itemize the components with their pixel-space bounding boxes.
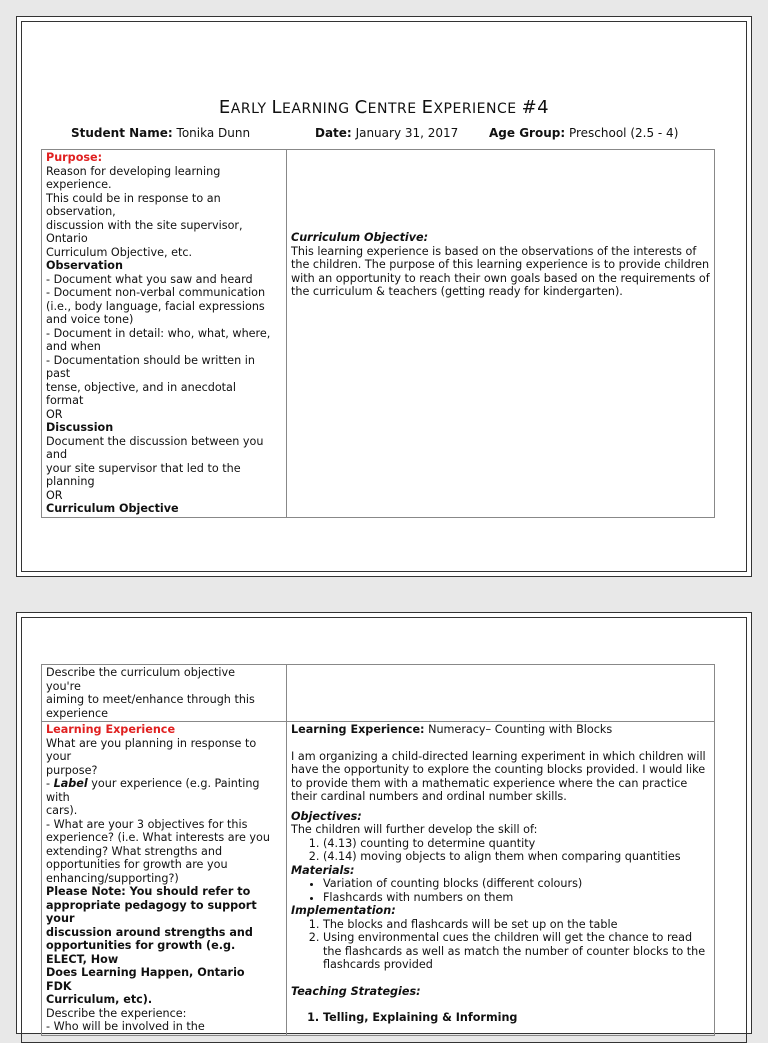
note-line: your: [46, 912, 75, 925]
instruction-line: Describe the experience:: [46, 1006, 187, 1020]
materials-list: [291, 877, 710, 904]
instruction-line: - Document what you saw and heard: [46, 272, 253, 286]
implementation-item: 2. Using environmental cues the children will get the chance to read the flashcards as well as match the number of counter blocks to the flashcards provided: [323, 931, 710, 972]
instruction-line: Curriculum Objective, etc.: [46, 245, 193, 259]
curriculum-objective-text: This learning experience is based on the observations of the interests of the children. The purpose of this learning experience is to provide children with an opportunity to reach their own goals based on the requirements of the curriculum & teachers (getting ready for kindergarten).: [291, 244, 710, 298]
instruction-line: experience? (i.e. What interests are you: [46, 831, 270, 844]
implementation-item: 1. The blocks and flashcards will be set up on the table: [323, 918, 710, 932]
objectives-list: [291, 837, 710, 864]
instruction-line: This could be in response to an: [46, 191, 221, 205]
curriculum-objective-prompt-cell: [42, 665, 287, 722]
instruction-line: and when: [46, 340, 101, 353]
instruction-line: Ontario: [46, 232, 88, 245]
purpose-instructions-cell: Purpose: Reason for developing learning experience. This could be in response to an observation, discussion with the site supervisor, Ontario Curriculum Objective, etc. Observation - Document what you saw and heard - Document non-verbal communication (i.e., body language, facial expressions and voice tone) - Document in detail: who, what, where, and when - Documentation should be written in past tense, objective, and in anecdotal format OR Discussion Document the discussion between you and your site supervisor that led to the planning OR Curriculum Objective: [42, 150, 287, 518]
objective-item: 1. (4.13) counting to determine quantity: [323, 837, 710, 851]
instruction-line: discussion with the site supervisor,: [46, 218, 243, 232]
instruction-line: past: [46, 367, 71, 380]
instruction-line: extending? What strengths and: [46, 844, 223, 858]
instruction-line: format: [46, 394, 84, 407]
note-line: Curriculum, etc).: [46, 993, 153, 1006]
instruction-line: - Documentation should be written in: [46, 353, 255, 367]
note-line: FDK: [46, 979, 72, 993]
note-line: Please Note: You should refer to: [46, 885, 251, 898]
instruction-line: enhancing/supporting?): [46, 871, 179, 885]
instruction-line: your: [46, 750, 72, 763]
instruction-line: Describe the curriculum objective: [46, 666, 235, 679]
instruction-line: tense, objective, and in anecdotal: [46, 380, 237, 394]
instruction-line: Reason for developing learning: [46, 164, 221, 178]
teaching-strategies-list: [291, 1011, 710, 1025]
instruction-line: your site supervisor that led to the: [46, 461, 241, 475]
instruction-line: - Who will be involved in the: [46, 1020, 205, 1033]
date-field: Date: January 31, 2017: [315, 126, 459, 140]
instruction-line: OR: [46, 407, 63, 421]
note-line: ELECT, How: [46, 952, 119, 966]
note-line: discussion around strengths and: [46, 925, 253, 939]
instruction-line: and voice tone): [46, 313, 134, 326]
instruction-line: - Document non-verbal communication: [46, 286, 266, 299]
instruction-line: purpose?: [46, 763, 98, 777]
objective-item: 2. (4.14) moving objects to align them when comparing quantities: [323, 850, 710, 864]
instruction-line: cars).: [46, 804, 78, 817]
material-item: • Variation of counting blocks (different colours): [323, 877, 710, 891]
intro-paragraph: I am organizing a child-directed learning experiment in which children will have the opportunity to explore the counting blocks provided. I would like to provide them with a mathematic experience where the can practice their cardinal numbers and ordinal number skills.: [291, 749, 706, 803]
instruction-line: you're: [46, 679, 81, 693]
curriculum-objective-answer-cell: [287, 665, 715, 722]
teaching-strategy-item: 1. Telling, Explaining & Informing: [323, 1011, 710, 1025]
instruction-line: Document the discussion between you: [46, 434, 264, 448]
instruction-line: aiming to meet/enhance through this: [46, 693, 255, 706]
learning-experience-instructions-cell: Learning Experience What are you planning in response to your purpose? - Label your experience (e.g. Painting with cars). - What are your 3 objectives for this experience? (i.e. What interests are you extending? What strengths and opportunities for growth are you enhancing/supporting?) Please Note: You should refer to appropriate pedagogy to support your discussion around strengths and opportunities for growth (e.g. ELECT, How Does Learning Happen, Ontario FDK Curriculum, etc). Describe the experience: - Who will be involved in the: [42, 722, 287, 1036]
document-title: EARLY LEARNING CENTRE EXPERIENCE #4: [218, 97, 550, 118]
note-line: opportunities for growth (e.g.: [46, 939, 236, 952]
material-item: • Flashcards with numbers on them: [323, 891, 710, 905]
instruction-line: - Document in detail: who, what, where,: [46, 326, 271, 340]
age-group: Age Group: Preschool (2.5 - 4): [489, 126, 679, 140]
instruction-line: What are you planning in response to: [46, 736, 257, 750]
purpose-response-cell: Curriculum Objective: This learning experience is based on the observations of the interests of the children. The purpose of this learning experience is to provide children with an opportunity to reach their own goals based on the requirements of the curriculum & teachers (getting ready for kindergarten).: [287, 150, 715, 518]
instruction-line: (i.e., body language, facial expressions: [46, 299, 265, 313]
instruction-line: opportunities for growth are you: [46, 858, 228, 871]
instruction-line: and: [46, 448, 68, 461]
document-page-2: [16, 612, 752, 1034]
student-name: Student Name: Tonika Dunn: [71, 126, 251, 140]
instruction-line: planning: [46, 475, 95, 488]
experience-table: [41, 664, 715, 1036]
instruction-line: observation,: [46, 205, 116, 218]
instruction-line: with: [46, 790, 70, 804]
instruction-line: experience.: [46, 178, 112, 191]
learning-experience-response-cell: Learning Experience: Numeracy– Counting with Blocks I am organizing a child-directed learning experiment in which children will have the opportunity to explore the counting blocks provided. I would like to provide them with a mathematic experience where the can practice their cardinal numbers and ordinal number skills. Objectives: The children will further develop the skill of: 1. (4.13) counting to determine quantity 2. (4.14) moving objects to align them when comparing quantities Materials: • Variation of counting blocks (different colours) • Flashcards with numbers on them Implementation: 1. The blocks and flashcards will be set up on the table 2. Using environmental cues the children will get the chance to read the flashcards as well as match the number of counter blocks to the flashcards provided Teaching Strategies: 1. Telling, Explaining & Informing: [287, 722, 715, 1036]
instruction-line: OR: [46, 488, 63, 502]
instruction-line: experience: [46, 706, 109, 720]
document-page-1: [16, 16, 752, 577]
instruction-line: - What are your 3 objectives for this: [46, 817, 248, 831]
note-line: Does Learning Happen, Ontario: [46, 966, 245, 979]
implementation-list: [291, 918, 710, 972]
purpose-table: [41, 149, 715, 518]
note-line: appropriate pedagogy to support: [46, 898, 257, 912]
